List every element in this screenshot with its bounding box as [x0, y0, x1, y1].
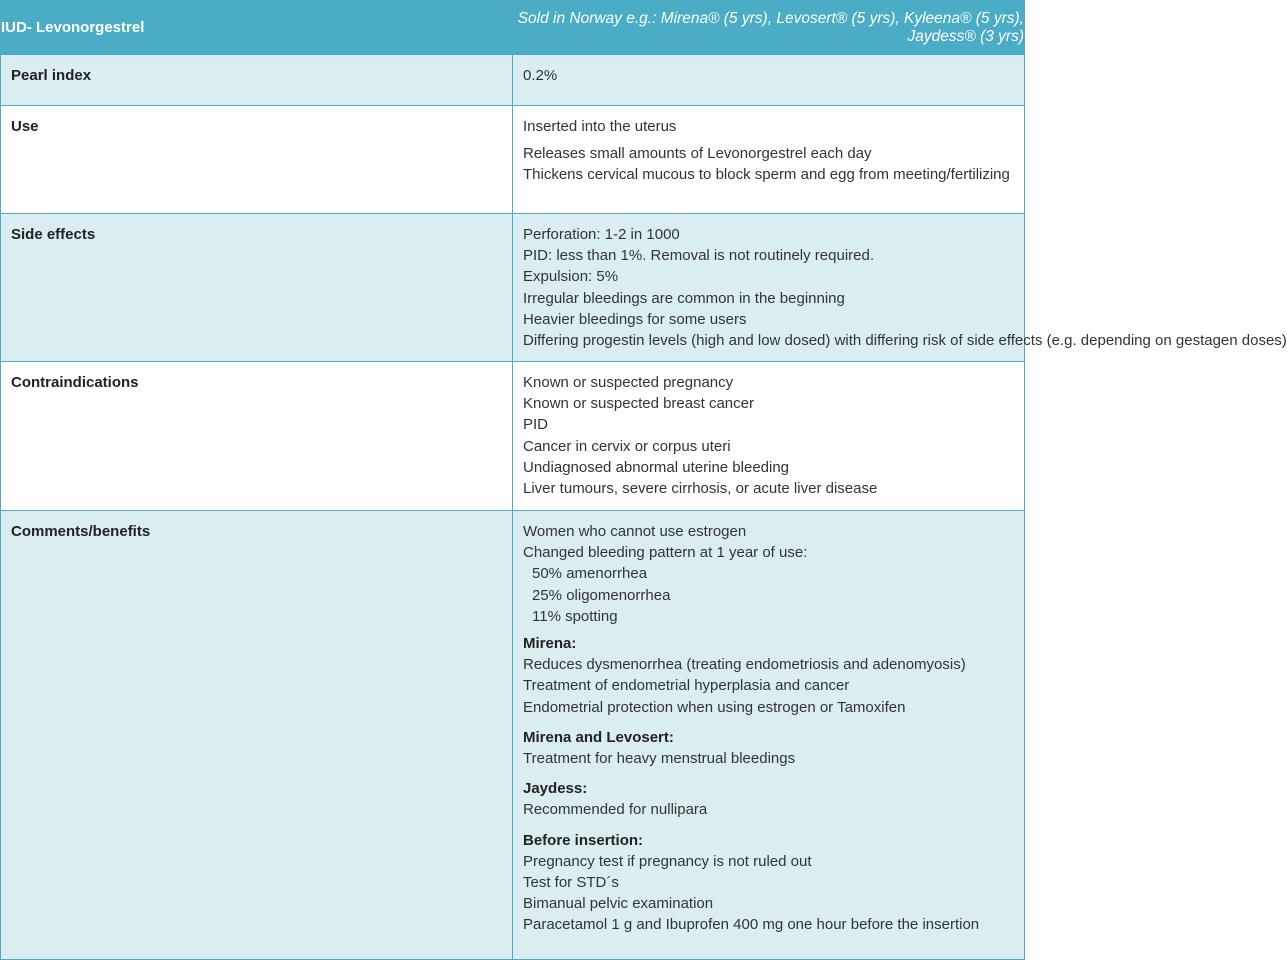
table-header-row	[1, 1, 1025, 55]
row-label: Comments/benefits	[11, 523, 151, 540]
list-item: Known or suspected breast cancer	[523, 395, 754, 413]
list-item: Liver tumours, severe cirrhosis, or acute liver disease	[523, 480, 878, 498]
list-item: Treatment of endometrial hyperplasia and cancer	[523, 677, 850, 695]
list-item: Pregnancy test if pregnancy is not ruled out	[523, 852, 812, 870]
list-item: Inserted into the uterus	[523, 118, 677, 135]
section-heading-mirena-levosert: Mirena and Levosert:	[523, 728, 674, 746]
list-item: 50% amenorrhea	[532, 565, 648, 583]
list-item: Endometrial protection when using estrogen or Tamoxifen	[523, 698, 906, 716]
list-item: Differing progestin levels (high and low dosed) with differing risk of side effects (e.g. depending on gestagen doses)	[523, 332, 1287, 350]
list-item: Expulsion: 5%	[523, 268, 619, 286]
brands-subtitle: Sold in Norway e.g.: Mirena® (5 yrs), Levosert® (5 yrs), Kyleena® (5 yrs), Jaydess® (3 yrs)	[513, 1, 1025, 55]
list-item: Recommended for nullipara	[523, 801, 708, 819]
list-item: Known or suspected pregnancy	[523, 374, 734, 391]
table-title: IUD- Levonorgestrel	[1, 1, 513, 55]
row-comments-benefits	[1, 511, 1025, 960]
section-heading-jaydess: Jaydess:	[523, 780, 588, 798]
row-label: Pearl index	[11, 67, 92, 84]
section-heading-before-insertion: Before insertion:	[523, 831, 644, 849]
section-heading-mirena: Mirena:	[523, 635, 577, 653]
list-item: PID	[523, 416, 549, 434]
row-contraindications	[1, 362, 1025, 511]
row-side-effects	[1, 214, 1025, 362]
list-item: Paracetamol 1 g and Ibuprofen 400 mg one hour before the insertion	[523, 916, 980, 934]
row-label: Side effects	[11, 226, 96, 243]
list-item: Thickens cervical mucous to block sperm and egg from meeting/fertilizing	[523, 166, 1010, 184]
list-item: Perforation: 1-2 in 1000	[523, 226, 680, 243]
row-label: Use	[11, 118, 39, 135]
list-item: Releases small amounts of Levonorgestrel each day	[523, 145, 872, 163]
list-item: Women who cannot use estrogen	[523, 523, 747, 540]
list-item: 25% oligomenorrhea	[532, 586, 671, 604]
list-item: Test for STD´s	[523, 874, 619, 892]
list-item: Undiagnosed abnormal uterine bleeding	[523, 458, 790, 476]
list-item: Reduces dysmenorrhea (treating endometriosis and adenomyosis)	[523, 656, 966, 674]
row-pearl-index	[1, 55, 1025, 106]
list-item: 11% spotting	[532, 607, 618, 625]
list-item: Treatment for heavy menstrual bleedings	[523, 750, 796, 768]
list-item: Irregular bleedings are common in the beginning	[523, 289, 845, 307]
list-item: PID: less than 1%. Removal is not routinely required.	[523, 247, 874, 265]
row-label: Contraindications	[11, 374, 139, 391]
list-item: Heavier bleedings for some users	[523, 310, 747, 328]
list-item: Bimanual pelvic examination	[523, 895, 714, 913]
row-use	[1, 106, 1025, 214]
list-item: Changed bleeding pattern at 1 year of use:	[523, 544, 808, 562]
list-item: Cancer in cervix or corpus uteri	[523, 437, 731, 455]
pearl-index-value: 0.2%	[523, 67, 558, 84]
